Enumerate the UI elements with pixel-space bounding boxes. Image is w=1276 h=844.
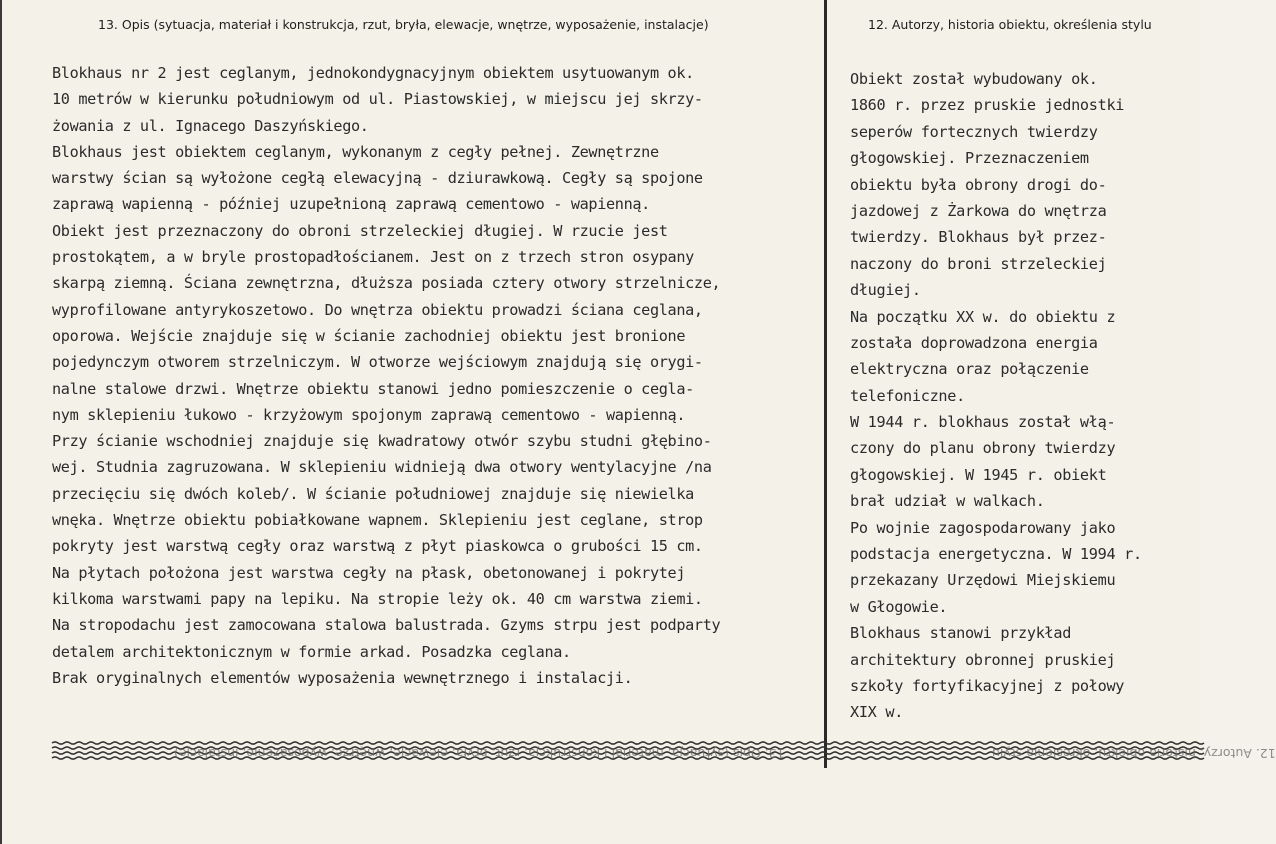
history-line: W 1944 r. blokhaus został włą- (850, 413, 1116, 432)
description-line: Na stropodachu jest zamocowana stalowa balustrada. Gzyms strpu jest podparty (52, 616, 721, 635)
history-line: długiej. (850, 281, 921, 300)
description-line: Blokhaus nr 2 jest ceglanym, jednokondygnacyjnym obiektem usytuowanym ok. (52, 64, 694, 82)
history-line: seperów fortecznych twierdzy (850, 122, 1098, 141)
description-line: detalem architektonicznym w formie arkad. Posadzka ceglana. (52, 642, 571, 661)
history-line: czony do planu obrony twierdzy (850, 439, 1116, 458)
description-line: wyprofilowane antyrykoszetowo. Do wnętrza obiektu prowadzi ściana ceglana, (52, 300, 703, 319)
history-line: Blokhaus stanowi przykład (850, 624, 1072, 643)
description-line: wnęka. Wnętrze obiektu pobiałkowane wapnem. Sklepieniu jest ceglane, strop (52, 511, 703, 530)
section-13-header: 13. Opis (sytuacja, materiał i konstrukcja, rzut, bryła, elewacje, wnętrze, wyposażenie, instalacje) (98, 17, 709, 32)
history-line: twierdzy. Blokhaus był przez- (850, 228, 1107, 247)
description-text-block (52, 60, 720, 691)
mirrored-section-12-header: 12. Autorzy, historia obiektu, określenia stylu (992, 746, 1276, 761)
description-line: warstwy ścian są wyłożone cegłą elewacyjną - dziurawkową. Cegły są spojone (52, 169, 703, 188)
history-line: przekazany Urzędowi Miejskiemu (850, 571, 1116, 590)
history-line: architektury obronnej pruskiej (850, 650, 1116, 669)
history-line: 1860 r. przez pruskie jednostki (850, 96, 1125, 115)
history-line: została doprowadzona energia (850, 333, 1098, 352)
description-line: skarpą ziemną. Ściana zewnętrzna, dłuższa posiada cztery otwory strzelnicze, (52, 274, 721, 293)
description-line: Na płytach położona jest warstwa cegły na płask, obetonowanej i pokrytej (52, 563, 686, 582)
description-line: Przy ścianie wschodniej znajduje się kwadratowy otwór szybu studni głębino- (52, 432, 712, 451)
history-line: XIX w. (850, 703, 904, 722)
history-line: w Głogowie. (850, 597, 948, 616)
history-line: obiektu była obrony drogi do- (850, 175, 1107, 194)
history-text-block (850, 66, 1142, 726)
history-line: szkoły fortyfikacyjnej z połowy (850, 676, 1125, 695)
section-12-header: 12. Autorzy, historia obiektu, określenia stylu (868, 17, 1152, 32)
description-line: przecięciu się dwóch koleb/. W ścianie południowej znajduje się niewielka (52, 484, 694, 503)
description-line: zaprawą wapienną - później uzupełnioną zaprawą cementowo - wapienną. (52, 195, 650, 214)
description-line: Blokhaus jest obiektem ceglanym, wykonanym z cegły pełnej. Zewnętrzne (52, 142, 659, 161)
column-divider (824, 0, 827, 768)
description-line: 10 metrów w kierunku południowym od ul. Piastowskiej, w miejscu jej skrzy- (52, 90, 703, 109)
history-line: głogowskiej. W 1945 r. obiekt (850, 465, 1107, 484)
history-line: Obiekt został wybudowany ok. (850, 70, 1098, 88)
description-line: Obiekt jest przeznaczony do obroni strzeleckiej długiej. W rzucie jest (52, 221, 668, 240)
description-line: Brak oryginalnych elementów wyposażenia wewnętrznego i instalacji. (52, 668, 633, 687)
history-line: Po wojnie zagospodarowany jako (850, 518, 1116, 537)
description-line: nalne stalowe drzwi. Wnętrze obiektu stanowi jedno pomieszczenie o cegla- (52, 379, 694, 398)
history-line: telefoniczne. (850, 386, 965, 405)
history-line: naczony do broni strzeleckiej (850, 254, 1107, 273)
description-line: prostokątem, a w bryle prostopadłościanem. Jest on z trzech stron osypany (52, 248, 694, 267)
history-line: jazdowej z Żarkowa do wnętrza (850, 201, 1107, 220)
description-line: pokryty jest warstwą cegły oraz warstwą z płyt piaskowca o grubości 15 cm. (52, 537, 703, 556)
history-line: głogowskiej. Przeznaczeniem (850, 149, 1089, 168)
mirrored-section-13-header: 13. Opis (sytuacja, materiał i konstrukcja, rzut, bryła, elewacje, wnętrze, wyposażenie, instalacje) (174, 746, 785, 761)
description-line: kilkoma warstwami papy na lepiku. Na stropie leży ok. 40 cm warstwa ziemi. (52, 589, 703, 608)
history-line: podstacja energetyczna. W 1994 r. (850, 545, 1142, 564)
description-line: oporowa. Wejście znajduje się w ścianie zachodniej obiektu jest bronione (52, 326, 686, 345)
description-line: nym sklepieniu łukowo - krzyżowym spojonym zaprawą cementowo - wapienną. (52, 405, 686, 424)
history-line: Na początku XX w. do obiektu z (850, 307, 1116, 326)
description-line: żowania z ul. Ignacego Daszyńskiego. (52, 116, 369, 135)
description-line: pojedynczym otworem strzelniczym. W otworze wejściowym znajdują się orygi- (52, 353, 703, 372)
history-line: elektryczna oraz połączenie (850, 360, 1089, 379)
description-line: wej. Studnia zagruzowana. W sklepieniu widnieją dwa otwory wentylacyjne /na (52, 458, 712, 477)
history-line: brał udział w walkach. (850, 492, 1045, 511)
